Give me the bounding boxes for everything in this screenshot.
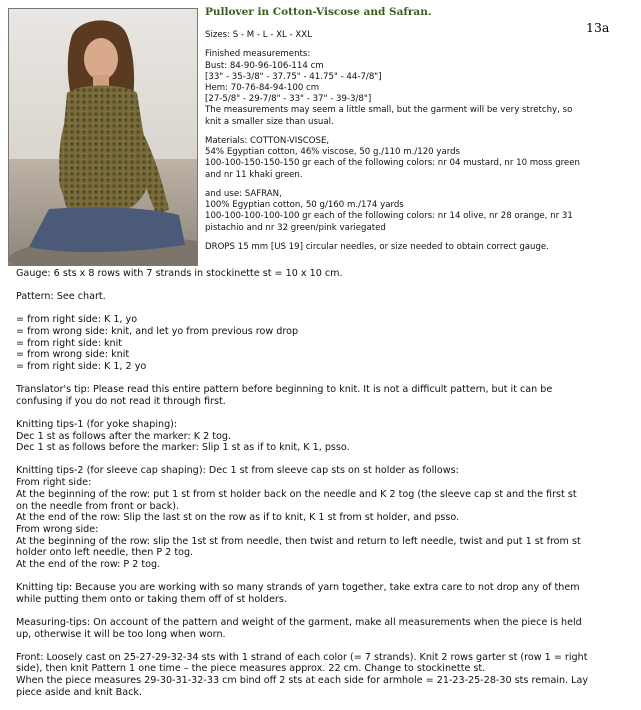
text-line: and use: SAFRAN, [205, 189, 282, 199]
text-line: 100-100-150-150-150 gr each of the following colors: nr 04 mustard, nr 10 moss green [205, 158, 580, 169]
text-line: = from right side: K 1, 2 yo [16, 361, 147, 372]
needles-paragraph [205, 242, 635, 253]
knitting-tips-1-paragraph [16, 419, 636, 454]
text-line: Pattern: See chart. [16, 291, 106, 303]
text-line: 54% Egyptian cotton, 46% viscose, 50 g./110 m./120 yards [205, 147, 461, 158]
text-line: up, otherwise it will be too long when worn. [16, 628, 226, 640]
text-line: From right side: [16, 477, 92, 489]
text-line: Materials: COTTON-VISCOSE, [205, 136, 330, 146]
text-line: The measurements may seem a little small, but the garment will be very stretchy, so [205, 105, 573, 116]
knitting-tips-2-paragraph [16, 465, 636, 570]
model-photo [8, 8, 198, 266]
text-line: [27-5/8" - 29-7/8" - 33" - 37" - 39-3/8"] [205, 94, 372, 105]
knitting-tip-paragraph [16, 582, 636, 605]
text-line: Measuring-tips: On account of the pattern and weight of the garment, make all measurements when the piece is held [16, 616, 582, 628]
text-line: confusing if you do not read it through first. [16, 395, 226, 407]
text-line: and nr 11 khaki green. [205, 169, 303, 180]
text-line: 100% Egyptian cotton, 50 g/160 m./174 yards [205, 200, 404, 211]
text-line: At the beginning of the row: slip the 1st st from needle, then twist and return to left needle, twist and put 1 st from st [16, 535, 581, 547]
text-line: side), then knit Pattern 1 one time – the piece measures approx. 22 cm. Change to stockinette st. [16, 663, 486, 675]
materials-paragraph [205, 136, 635, 181]
chart-key-list [16, 314, 636, 373]
info-block [205, 30, 635, 261]
text-line: At the end of the row: Slip the last st on the row as if to knit, K 1 st from st holder, and psso. [16, 512, 460, 524]
text-line: From wrong side: [16, 523, 99, 535]
text-line: At the beginning of the row: put 1 st from st holder back on the needle and K 2 tog (the sleeve cap st and the first st [16, 488, 577, 500]
text-line: knit a smaller size than usual. [205, 116, 334, 127]
text-line: Knitting tip: Because you are working with so many strands of yarn together, take extra care to not drop any of them [16, 582, 580, 594]
page-number: 13a [586, 20, 610, 35]
translator-tip-paragraph [16, 384, 636, 407]
text-line: = from wrong side: knit [16, 349, 130, 361]
text-line: Finished measurements: [205, 49, 311, 60]
text-line: holder onto left needle, then P 2 tog. [16, 547, 194, 559]
text-line: When the piece measures 29-30-31-32-33 cm bind off 2 sts at each side for armhole = 21-23-25-28-30 sts remain. Lay [16, 675, 589, 687]
text-line: on the needle from front or back). [16, 500, 180, 512]
text-line: piece aside and knit Back. [16, 686, 143, 698]
text-line: Knitting tips-2 (for sleeve cap shaping): Dec 1 st from sleeve cap sts on st holder as follows: [16, 465, 459, 477]
safran-paragraph [205, 189, 635, 234]
text-line: At the end of the row: P 2 tog. [16, 559, 161, 571]
text-line: Dec 1 st as follows after the marker: K 2 tog. [16, 430, 231, 442]
measuring-tips-paragraph [16, 617, 636, 640]
text-line: Translator's tip: Please read this entire pattern before beginning to knit. It is not a difficult pattern, but it can be [16, 384, 553, 396]
text-line: [33" - 35-3/8" - 37.75" - 41.75" - 44-7/8"] [205, 71, 382, 82]
text-line: while putting them onto or taking them off of st holders. [16, 593, 287, 605]
text-line: 100-100-100-100-100 gr each of the following colors: nr 14 olive, nr 28 orange, nr 31 [205, 211, 573, 222]
text-line: Front: Loosely cast on 25-27-29-32-34 sts with 1 strand of each color (= 7 strands). Knit 2 rows garter st (row 1 = right [16, 651, 588, 663]
text-line: pistachio and nr 32 green/pink variegated [205, 222, 386, 233]
sizes-paragraph [205, 30, 635, 41]
front-paragraph [16, 652, 636, 699]
text-line: Knitting tips-1 (for yoke shaping): [16, 418, 178, 430]
finished-measurements-paragraph [205, 49, 635, 127]
pattern-body [16, 268, 636, 710]
text-line: Sizes: S - M - L - XL - XXL [205, 30, 312, 40]
text-line: = from right side: K 1, yo [16, 314, 138, 326]
text-line: Dec 1 st as follows before the marker: Slip 1 st as if to knit, K 1, psso. [16, 442, 350, 454]
text-line: = from wrong side: knit, and let yo from previous row drop [16, 325, 299, 337]
text-line: DROPS 15 mm [US 19] circular needles, or size needed to obtain correct gauge. [205, 242, 549, 252]
text-line: = from right side: knit [16, 337, 123, 349]
gauge-paragraph [16, 268, 636, 280]
page-title: Pullover in Cotton-Viscose and Safran. [205, 6, 432, 18]
text-line: Hem: 70-76-84-94-100 cm [205, 83, 320, 93]
pattern-paragraph [16, 291, 636, 303]
text-line: Bust: 84-90-96-106-114 cm [205, 60, 324, 71]
text-line: Gauge: 6 sts x 8 rows with 7 strands in stockinette st = 10 x 10 cm. [16, 268, 343, 279]
